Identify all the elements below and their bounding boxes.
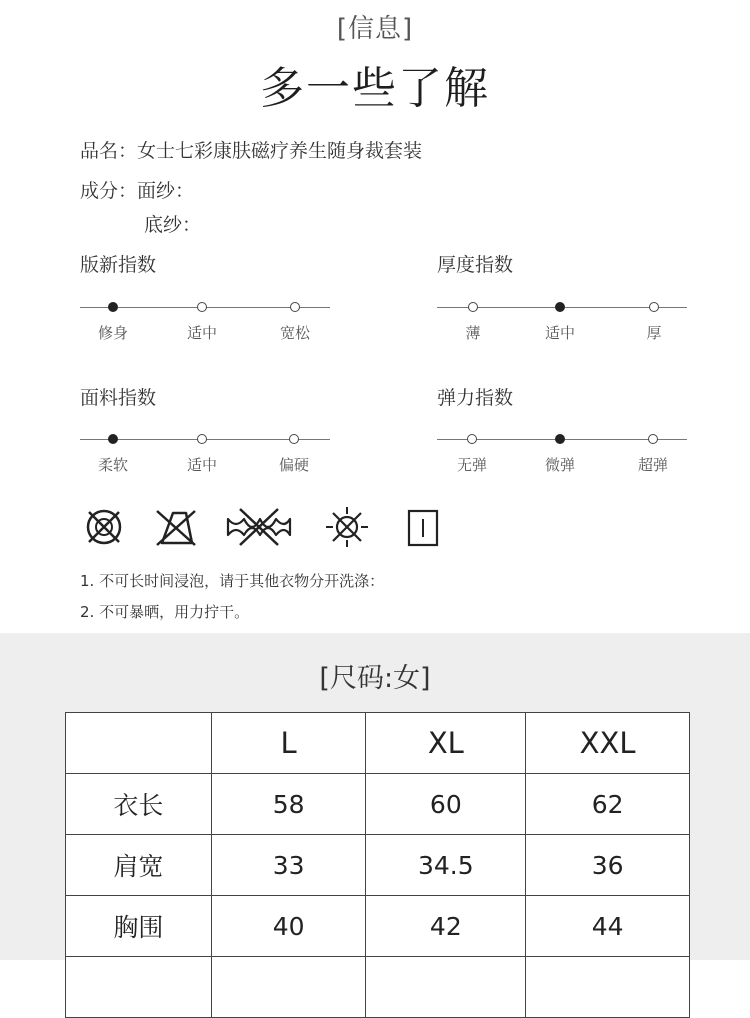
size-table-cell: 42 <box>366 896 526 957</box>
scale-dot <box>555 302 565 312</box>
table-row <box>66 774 690 835</box>
size-table-cell: 33 <box>211 835 366 896</box>
size-table-cell: 36 <box>526 835 690 896</box>
scale-dot <box>197 302 207 312</box>
scale-option-label: 无弹 <box>456 456 487 474</box>
elasticity-index-scale <box>437 432 687 492</box>
scale-option-label: 厚 <box>646 324 662 342</box>
scale-dot <box>289 434 299 444</box>
size-table-cell: 44 <box>526 896 690 957</box>
scale-dot <box>468 302 478 312</box>
base-yarn-line: 底纱： <box>144 214 202 236</box>
scale-option-label: 修身 <box>97 324 128 342</box>
table-row <box>66 896 690 957</box>
fabric-index-title: 面料指数 <box>80 387 157 409</box>
table-row <box>66 957 690 1018</box>
page-title: 多一些了解 <box>260 63 490 114</box>
product-name-line: 品名：女士七彩康肤磁疗养生随身裁套装 <box>80 140 423 162</box>
size-table-header-row <box>66 713 690 774</box>
scale-option-label: 宽松 <box>279 324 310 342</box>
size-table-cell: 60 <box>366 774 526 835</box>
size-table-cell: 58 <box>211 774 366 835</box>
no-sun-dry-icon <box>323 505 371 549</box>
scale-option-label: 薄 <box>465 324 481 342</box>
fit-index-scale <box>80 300 330 360</box>
no-wring-icon <box>224 505 294 549</box>
size-table-header-cell <box>66 713 212 774</box>
thickness-index-title: 厚度指数 <box>437 254 514 276</box>
size-table-row-label: 胸围 <box>66 896 212 957</box>
elasticity-index-title: 弹力指数 <box>437 387 514 409</box>
scale-dot <box>555 434 565 444</box>
scale-option-label: 柔软 <box>97 456 128 474</box>
scale-option-label: 微弹 <box>544 456 575 474</box>
scale-option-label: 适中 <box>186 324 217 342</box>
size-table-cell <box>526 957 690 1018</box>
scale-dot <box>108 302 118 312</box>
line-dry-icon <box>402 505 450 549</box>
no-iron-icon <box>152 505 200 549</box>
scale-option-label: 适中 <box>544 324 575 342</box>
care-note-1: 1. 不可长时间浸泡，请于其他衣物分开洗涤： <box>80 572 385 590</box>
scale-option-label: 偏硬 <box>278 456 309 474</box>
size-table-row-label: 肩宽 <box>66 835 212 896</box>
size-table-row-label: 衣长 <box>66 774 212 835</box>
size-table-cell: 34.5 <box>366 835 526 896</box>
size-table-cell <box>366 957 526 1018</box>
fabric-index-scale <box>80 432 330 492</box>
size-table-row-label <box>66 957 212 1018</box>
size-table <box>65 712 690 1018</box>
scale-option-label: 适中 <box>186 456 217 474</box>
scale-dot <box>467 434 477 444</box>
no-bleach-icon <box>80 505 128 549</box>
size-table-cell <box>211 957 366 1018</box>
care-note-2: 2. 不可暴晒，用力拧干。 <box>80 603 250 621</box>
fit-index-title: 版新指数 <box>80 254 157 276</box>
size-table-header-cell: XL <box>366 713 526 774</box>
scale-dot <box>649 302 659 312</box>
scale-option-label: 超弹 <box>637 456 668 474</box>
table-row <box>66 835 690 896</box>
size-table-cell: 62 <box>526 774 690 835</box>
size-section-title: [尺码:女] <box>319 663 431 694</box>
size-table-header-cell: L <box>211 713 366 774</box>
thickness-index-scale <box>437 300 687 360</box>
scale-dot <box>108 434 118 444</box>
composition-line: 成分：面纱： <box>80 180 195 202</box>
size-table-header-cell: XXL <box>526 713 690 774</box>
scale-dot <box>290 302 300 312</box>
section-bracket-title: [信息] <box>336 14 414 44</box>
scale-dot <box>197 434 207 444</box>
size-table-cell: 40 <box>211 896 366 957</box>
scale-dot <box>648 434 658 444</box>
